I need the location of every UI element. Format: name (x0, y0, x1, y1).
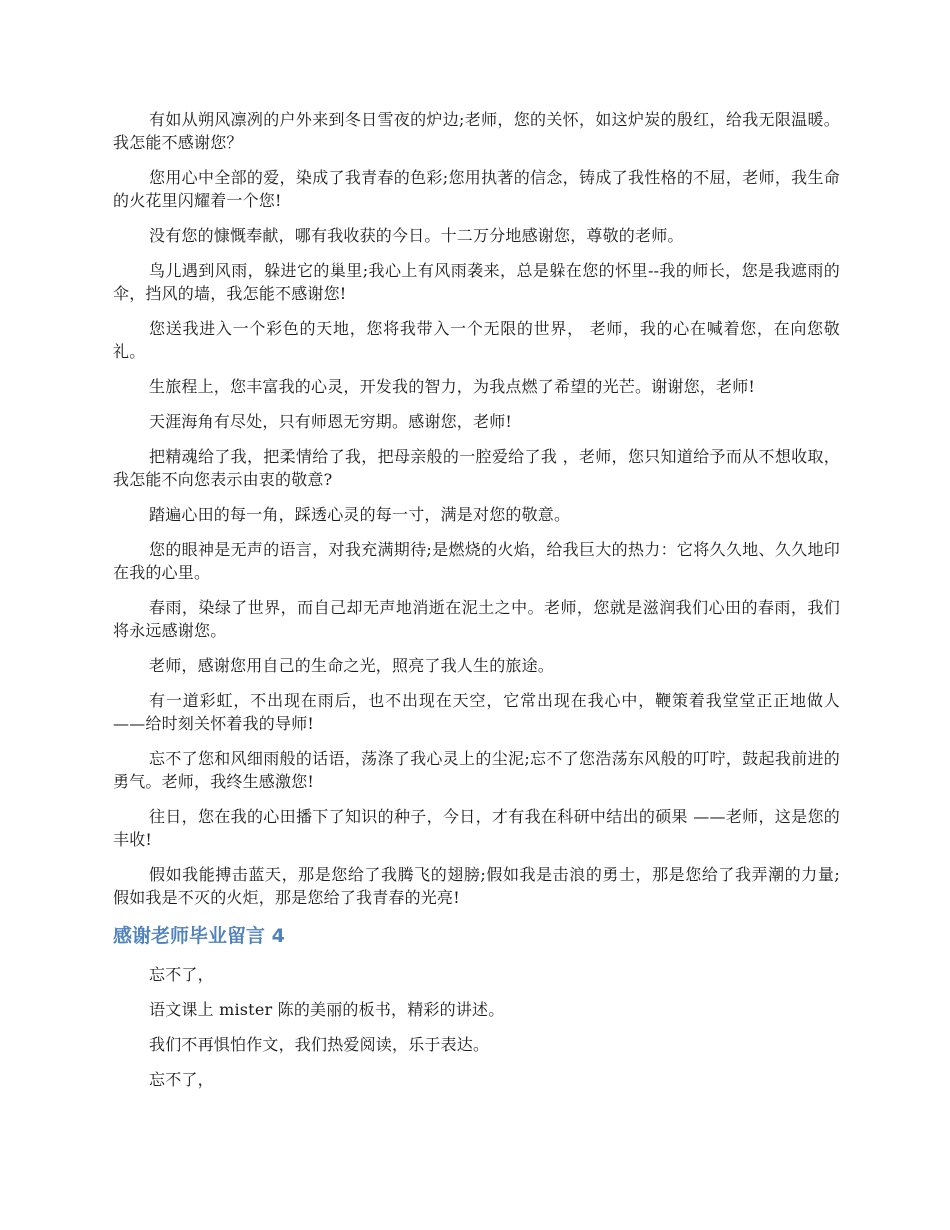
document-page (113, 108, 840, 1103)
paragraph: 忘不了， (149, 965, 214, 984)
paragraph: 春雨，染绿了世界，而自己却无声地消逝在泥土之中。老师，您就是滋润我们心田的春雨，我们将永远感谢您。 (113, 598, 840, 640)
paragraph: 忘不了您和风细雨般的话语，荡涤了我心灵上的尘泥;忘不了您浩荡东风般的叮咛，鼓起我前进的勇气。老师，我终生感激您! (113, 749, 840, 791)
paragraph: 语文课上 mister 陈的美丽的板书，精彩的讲述。 (149, 1000, 505, 1019)
paragraph: 假如我能搏击蓝天，那是您给了我腾飞的翅膀;假如我是击浪的勇士，那是您给了我弄潮的力量;假如我是不灭的火炬，那是您给了我青春的光亮! (113, 865, 840, 907)
paragraph: 天涯海角有尽处，只有师恩无穷期。感谢您，老师! (149, 412, 513, 431)
paragraph: 我们不再惧怕作文，我们热爱阅读，乐于表达。 (149, 1035, 490, 1054)
section-heading: 感谢老师毕业留言 4 (113, 925, 285, 947)
paragraph: 您用心中全部的爱，染成了我青春的色彩;您用执著的信念，铸成了我性格的不屈，老师，我生命的火花里闪耀着一个您! (113, 168, 840, 210)
paragraph: 没有您的慷慨奉献，哪有我收获的今日。十二万分地感谢您，尊敬的老师。 (149, 226, 684, 245)
paragraph: 忘不了， (149, 1070, 214, 1089)
paragraph: 踏遍心田的每一角，踩透心灵的每一寸，满是对您的敬意。 (149, 505, 571, 524)
paragraph: 鸟儿遇到风雨，躲进它的巢里;我心上有风雨袭来，总是躲在您的怀里--我的师长，您是我遮雨的伞，挡风的墙，我怎能不感谢您! (113, 261, 840, 303)
paragraph: 有如从朔风凛冽的户外来到冬日雪夜的炉边;老师，您的关怀，如这炉炭的殷红，给我无限温暖。我怎能不感谢您？ (113, 110, 840, 152)
paragraph: 您送我进入一个彩色的天地，您将我带入一个无限的世界， 老师，我的心在喊着您，在向您敬礼。 (113, 319, 840, 361)
paragraph: 把精魂给了我，把柔情给了我，把母亲般的一腔爱给了我 ，老师，您只知道给予而从不想收取，我怎能不向您表示由衷的敬意? (113, 447, 840, 489)
paragraph: 生旅程上，您丰富我的心灵，开发我的智力，为我点燃了希望的光芒。谢谢您，老师! (149, 377, 756, 396)
paragraph: 老师，感谢您用自己的生命之光，照亮了我人生的旅途。 (149, 656, 555, 675)
paragraph: 您的眼神是无声的语言，对我充满期待;是燃烧的火焰，给我巨大的热力：它将久久地、久久地印在我的心里。 (113, 540, 840, 582)
paragraph: 有一道彩虹，不出现在雨后，也不出现在天空，它常出现在我心中，鞭策着我堂堂正正地做人 ——给时刻关怀着我的导师! (113, 691, 840, 733)
paragraph: 往日，您在我的心田播下了知识的种子，今日，才有我在科研中结出的硕果 ——老师，这是您的丰收! (113, 807, 840, 849)
